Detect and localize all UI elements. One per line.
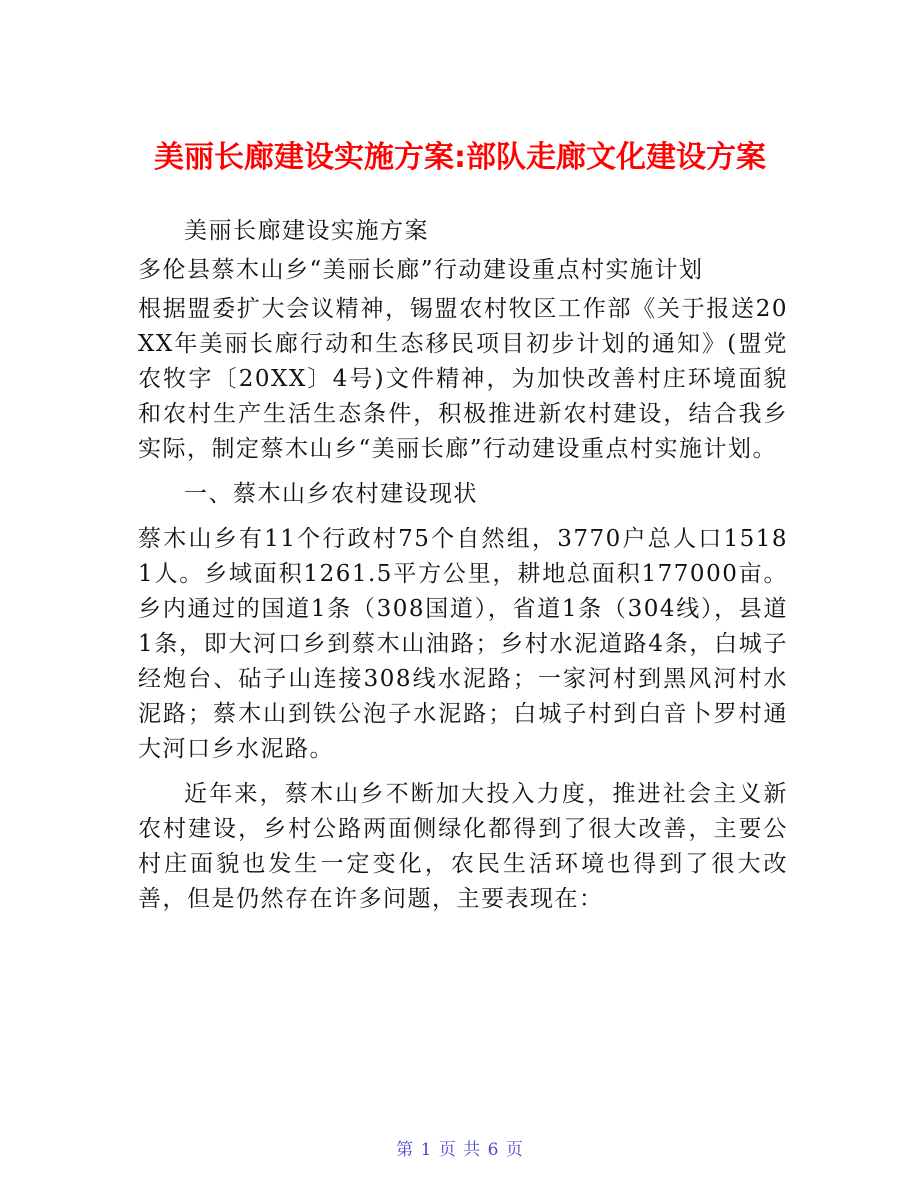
document-title: 美丽长廊建设实施方案:部队走廊文化建设方案 <box>154 140 766 176</box>
status-heading: 一、蔡木山乡农村建设现状 <box>184 481 478 507</box>
status-paragraph: 蔡木山乡有11个行政村75个自然组，3770户总人口15181人。乡域面积1261.5平方公里，耕地总面积177000亩。乡内通过的国道1条（308国道），省道1条（304线），县道1条，即大河口乡到蔡木山油路；乡村水泥道路4条，白城子经炮台、砧子山连接308线水泥路；一家河村到黑风河村水泥路；蔡木山到铁公泡子水泥路；白城子村到白音卜罗村通大河口乡水泥路。 <box>138 526 788 762</box>
plan-title-paragraph: 多伦县蔡木山乡“美丽长廊”行动建设重点村实施计划 <box>138 257 704 283</box>
document-body <box>138 214 788 917</box>
recent-years-paragraph: 近年来，蔡木山乡不断加大投入力度，推进社会主义新农村建设，乡村公路两面侧绿化都得到了很大改善，主要公村庄面貌也发生一定变化，农民生活环境也得到了很大改善，但是仍然存在许多问题，主要表现在： <box>138 781 788 912</box>
page-number-footer: 第 1 页 共 6 页 <box>396 1140 524 1160</box>
section-heading: 美丽长廊建设实施方案 <box>184 218 429 244</box>
basis-paragraph: 根据盟委扩大会议精神，锡盟农村牧区工作部《关于报送20XX年美丽长廊行动和生态移民项目初步计划的通知》(盟党农牧字〔20XX〕4号)文件精神，为加快改善村庄环境面貌和农村生产生活生态条件，积极推进新农村建设，结合我乡实际，制定蔡木山乡“美丽长廊”行动建设重点村实施计划。 <box>138 296 788 462</box>
